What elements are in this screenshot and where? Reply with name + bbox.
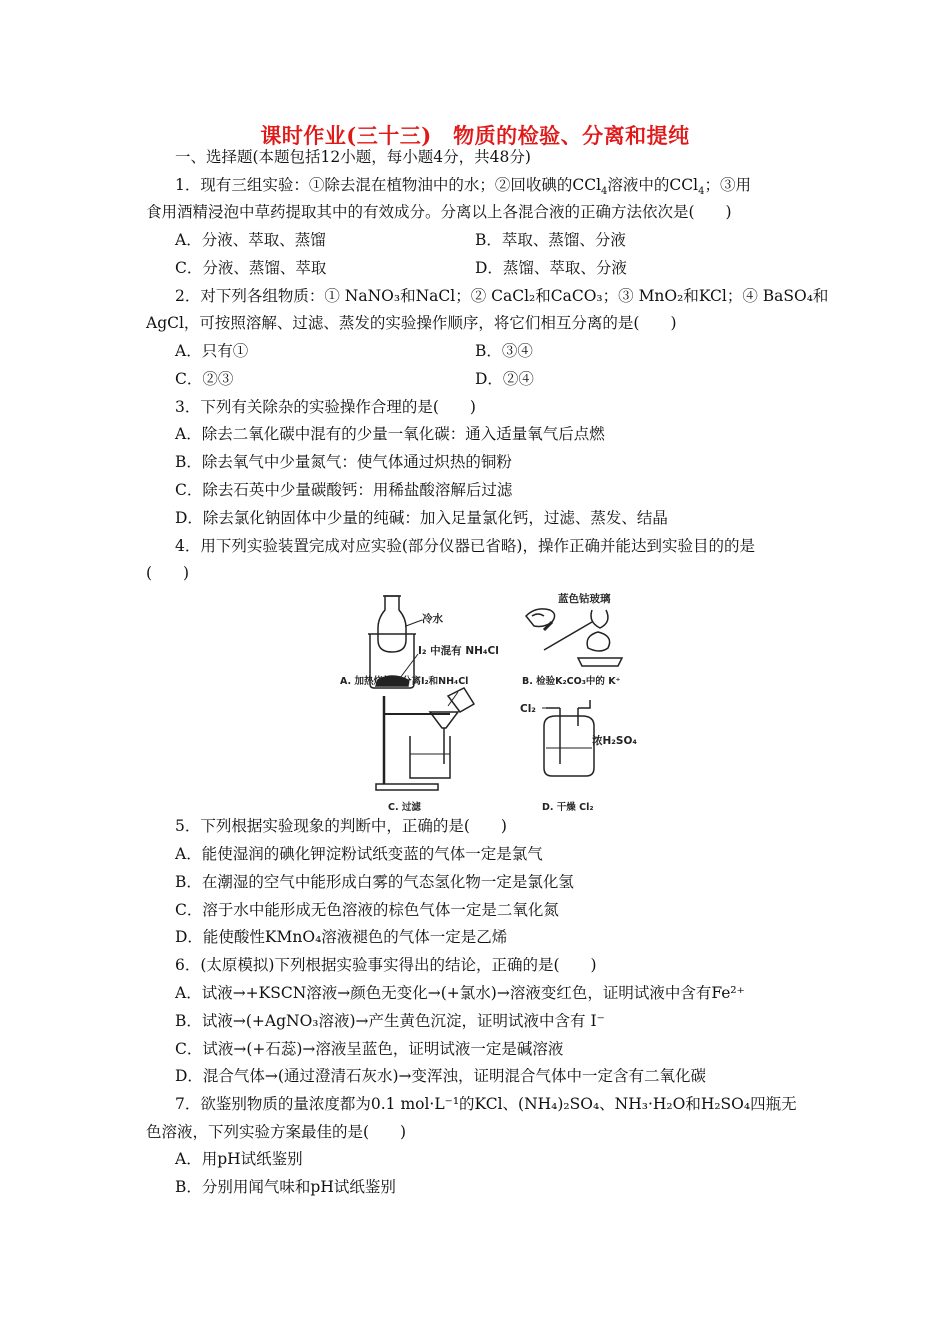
- q2-option-c: C．②③: [175, 370, 234, 388]
- q1-option-d: D．蒸馏、萃取、分液: [475, 259, 627, 277]
- figure-a-caption: A. 加热烧杯，分离I₂和NH₄Cl: [340, 676, 469, 687]
- q4-stem-line1: 4．用下列实验装置完成对应实验(部分仪器已省略)，操作正确并能达到实验目的的是: [175, 537, 755, 555]
- q7-stem-line2: 色溶液，下列实验方案最佳的是( ): [146, 1123, 407, 1141]
- q5-option-a: A．能使湿润的碘化钾淀粉试纸变蓝的气体一定是氯气: [175, 845, 543, 863]
- figure-b-label-glass: 蓝色钴玻璃: [558, 593, 611, 605]
- q6-option-d: D．混合气体→(通过澄清石灰水)→变浑浊，证明混合气体中一定含有二氧化碳: [175, 1067, 706, 1085]
- apparatus-figure: [330, 588, 660, 818]
- q1-option-b: B．萃取、蒸馏、分液: [475, 231, 626, 249]
- q1-option-a: A．分液、萃取、蒸馏: [175, 231, 326, 249]
- q3-option-c: C．除去石英中少量碳酸钙：用稀盐酸溶解后过滤: [175, 481, 513, 499]
- figure-d-label-cl2: Cl₂: [520, 703, 536, 715]
- q6-stem: 6．(太原模拟)下列根据实验事实得出的结论，正确的是( ): [175, 956, 597, 974]
- q5-option-c: C．溶于水中能形成无色溶液的棕色气体一定是二氧化氮: [175, 901, 559, 919]
- figure-b-caption: B. 检验K₂CO₃中的 K⁺: [522, 676, 621, 687]
- q7-option-a: A．用pH试纸鉴别: [175, 1150, 303, 1168]
- section-header: 一、选择题(本题包括12小题，每小题4分，共48分): [175, 148, 531, 166]
- figure-c-apparatus: [376, 688, 474, 790]
- page-title: 课时作业(三十三) 物质的检验、分离和提纯: [260, 123, 690, 148]
- q1-stem-line1: 1．现有三组实验：①除去混在植物油中的水；②回收碘的CCl$_4$溶液中的CCl$_4$；③用: [175, 176, 751, 198]
- q2-option-d: D．②④: [475, 370, 534, 388]
- q4-stem-line2: ( ): [146, 564, 190, 582]
- q7-stem-line1: 7．欲鉴别物质的量浓度都为0.1 mol·L⁻¹的KCl、(NH₄)₂SO₄、NH₃·H₂O和H₂SO₄四瓶无: [175, 1095, 797, 1113]
- q1-option-c: C．分液、蒸馏、萃取: [175, 259, 327, 277]
- q5-option-b: B．在潮湿的空气中能形成白雾的气态氢化物一定是氯化氢: [175, 873, 574, 891]
- figure-d-apparatus: [542, 700, 594, 776]
- q6-option-c: C．试液→(+石蕊)→溶液呈蓝色，证明试液一定是碱溶液: [175, 1040, 564, 1058]
- q1-stem-line2: 食用酒精浸泡中草药提取其中的有效成分。分离以上各混合液的正确方法依次是( ): [146, 203, 732, 221]
- q2-option-a: A．只有①: [175, 342, 249, 360]
- q5-stem: 5．下列根据实验现象的判断中，正确的是( ): [175, 817, 507, 835]
- figure-d-caption: D. 干燥 Cl₂: [542, 802, 594, 813]
- figure-d-label-acid: 浓H₂SO₄: [592, 735, 637, 747]
- q6-option-a: A．试液→+KSCN溶液→颜色无变化→(+氯水)→溶液变红色，证明试液中含有Fe²⁺: [175, 984, 745, 1002]
- q2-option-b: B．③④: [475, 342, 533, 360]
- q3-option-d: D．除去氯化钠固体中少量的纯碱：加入足量氯化钙，过滤、蒸发、结晶: [175, 509, 668, 527]
- figure-a-label-mixture: I₂ 中混有 NH₄Cl: [418, 645, 499, 657]
- figure-a-label-coldwater: 冷水: [422, 613, 443, 625]
- q2-stem-line2: AgCl，可按照溶解、过滤、蒸发的实验操作顺序，将它们相互分离的是( ): [146, 314, 677, 332]
- figure-b-apparatus: [526, 609, 622, 666]
- q3-option-b: B．除去氧气中少量氮气：使气体通过炽热的铜粉: [175, 453, 512, 471]
- q3-option-a: A．除去二氧化碳中混有的少量一氧化碳：通入适量氧气后点燃: [175, 425, 605, 443]
- figure-a-apparatus: [368, 596, 422, 688]
- q7-option-b: B．分别用闻气味和pH试纸鉴别: [175, 1178, 396, 1196]
- q5-option-d: D．能使酸性KMnO₄溶液褪色的气体一定是乙烯: [175, 928, 508, 946]
- q3-stem: 3．下列有关除杂的实验操作合理的是( ): [175, 398, 476, 416]
- q2-stem-line1: 2．对下列各组物质：① NaNO₃和NaCl；② CaCl₂和CaCO₃；③ MnO₂和KCl；④ BaSO₄和: [175, 287, 829, 305]
- figure-c-caption: C. 过滤: [388, 802, 421, 813]
- q6-option-b: B．试液→(+AgNO₃溶液)→产生黄色沉淀，证明试液中含有 I⁻: [175, 1012, 605, 1030]
